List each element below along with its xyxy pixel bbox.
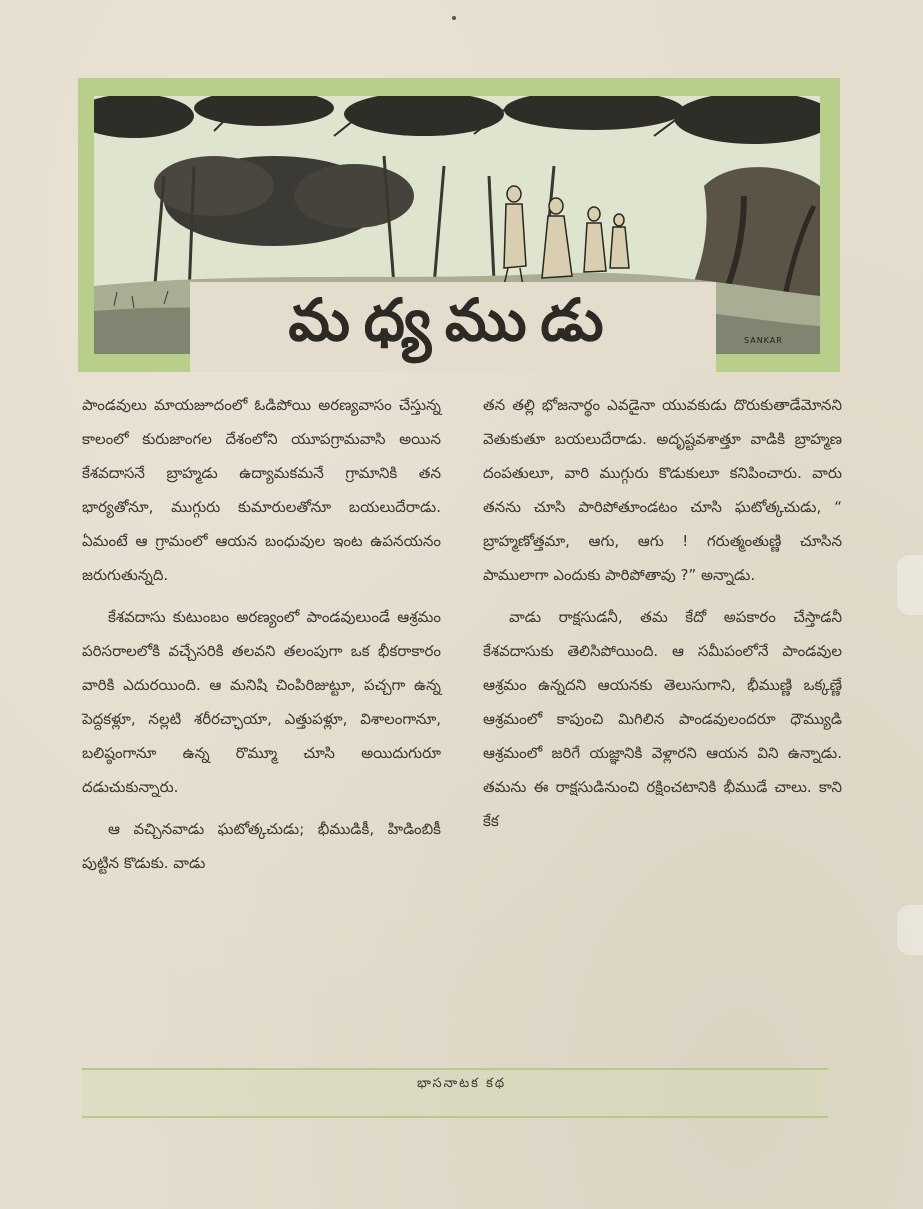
article-body	[82, 388, 842, 1053]
left-column	[82, 388, 441, 1053]
paragraph: వాడు రాక్షసుడనీ, తమ కేదో అపకారం చేస్తాడనీ కేశవదాసుకు తెలిసిపోయింది. ఆ సమీపంలోనే పాండవుల ఆశ్రమం ఉన్నదని ఆయనకు తెలుసుగాని, భీముణ్ణి ఒక్కణ్ణే ఆశ్రమంలో కాపుంచి మిగిలిన పాండవులందరూ ధౌమ్యుడి ఆశ్రమంలో జరిగే యజ్ఞానికి వెళ్లారని ఆయన విని ఉన్నాడు. తమను ఈ రాక్షసుడినుంచి రక్షించటానికి భీముడే చాలు. కాని కేక	[483, 608, 842, 830]
title-plate	[190, 282, 716, 372]
paragraph: తన తల్లి భోజనార్థం ఎవడైనా యువకుడు దొరుకుతాడేమోనని వెతుకుతూ బయలుదేరాడు. అదృష్టవశాత్తూ వాడికి బ్రాహ్మణ దంపతులూ, వారి ముగ్గురు కొడుకులూ కనిపించారు. వారు తనను చూసి పారిపోతూండటం చూసి ఘటోత్కచుడు, “ బ్రాహ్మణోత్తమా, ఆగు, ఆగు ! గరుత్మంతుణ్ణి చూసిన పాములాగా ఎందుకు పారిపోతావు ?” అన్నాడు.	[483, 396, 842, 584]
paragraph: ఆ వచ్చినవాడు ఘటోత్కచుడు; భీముడికీ, హిడింబికీ పుట్టిన కొడుకు. వాడు	[82, 820, 441, 872]
footer-top-rule	[82, 1068, 828, 1070]
page-edge-tear	[897, 905, 923, 955]
paragraph: పాండవులు మాయజూదంలో ఓడిపోయి అరణ్యవాసం చేస్తున్న కాలంలో కురుజాంగల దేశంలోని యూపగ్రామవాసి అయిన కేశవదాసనే బ్రాహ్మడు ఉద్యామకమనే గ్రామానికి తన భార్యతోనూ, ముగ్గురు కుమారులతోనూ బయలుదేరాడు. ఏమంటే ఆ గ్రామంలో ఆయన బంధువుల ఇంట ఉపనయనం జరుగుతున్నది.	[82, 396, 441, 584]
footer-bottom-rule	[82, 1116, 828, 1118]
page-speck	[452, 16, 456, 20]
story-title: మధ్యముడు	[288, 285, 618, 354]
footer-label: భాసనాటక కథ	[416, 1076, 507, 1091]
paragraph: కేశవదాసు కుటుంబం అరణ్యంలో పాండవులుండే ఆశ్రమం పరిసరాలలోకి వచ్చేసరికి తలవని తలంపుగా ఒక భీకరాకారం వారికి ఎదురయింది. ఆ మనిషి చింపిరిజుట్టూ, పచ్చగా ఉన్న పెద్దకళ్లూ, నల్లటి శరీరచ్ఛాయా, ఎత్తుపళ్లూ, విశాలంగానూ, బలిష్ఠంగానూ ఉన్న రొమ్మూ చూసి అయిదుగురూ దడుచుకున్నారు.	[82, 608, 441, 796]
artist-signature: SANKAR	[744, 336, 783, 345]
right-column	[483, 388, 842, 1053]
page-edge-tear	[897, 555, 923, 615]
